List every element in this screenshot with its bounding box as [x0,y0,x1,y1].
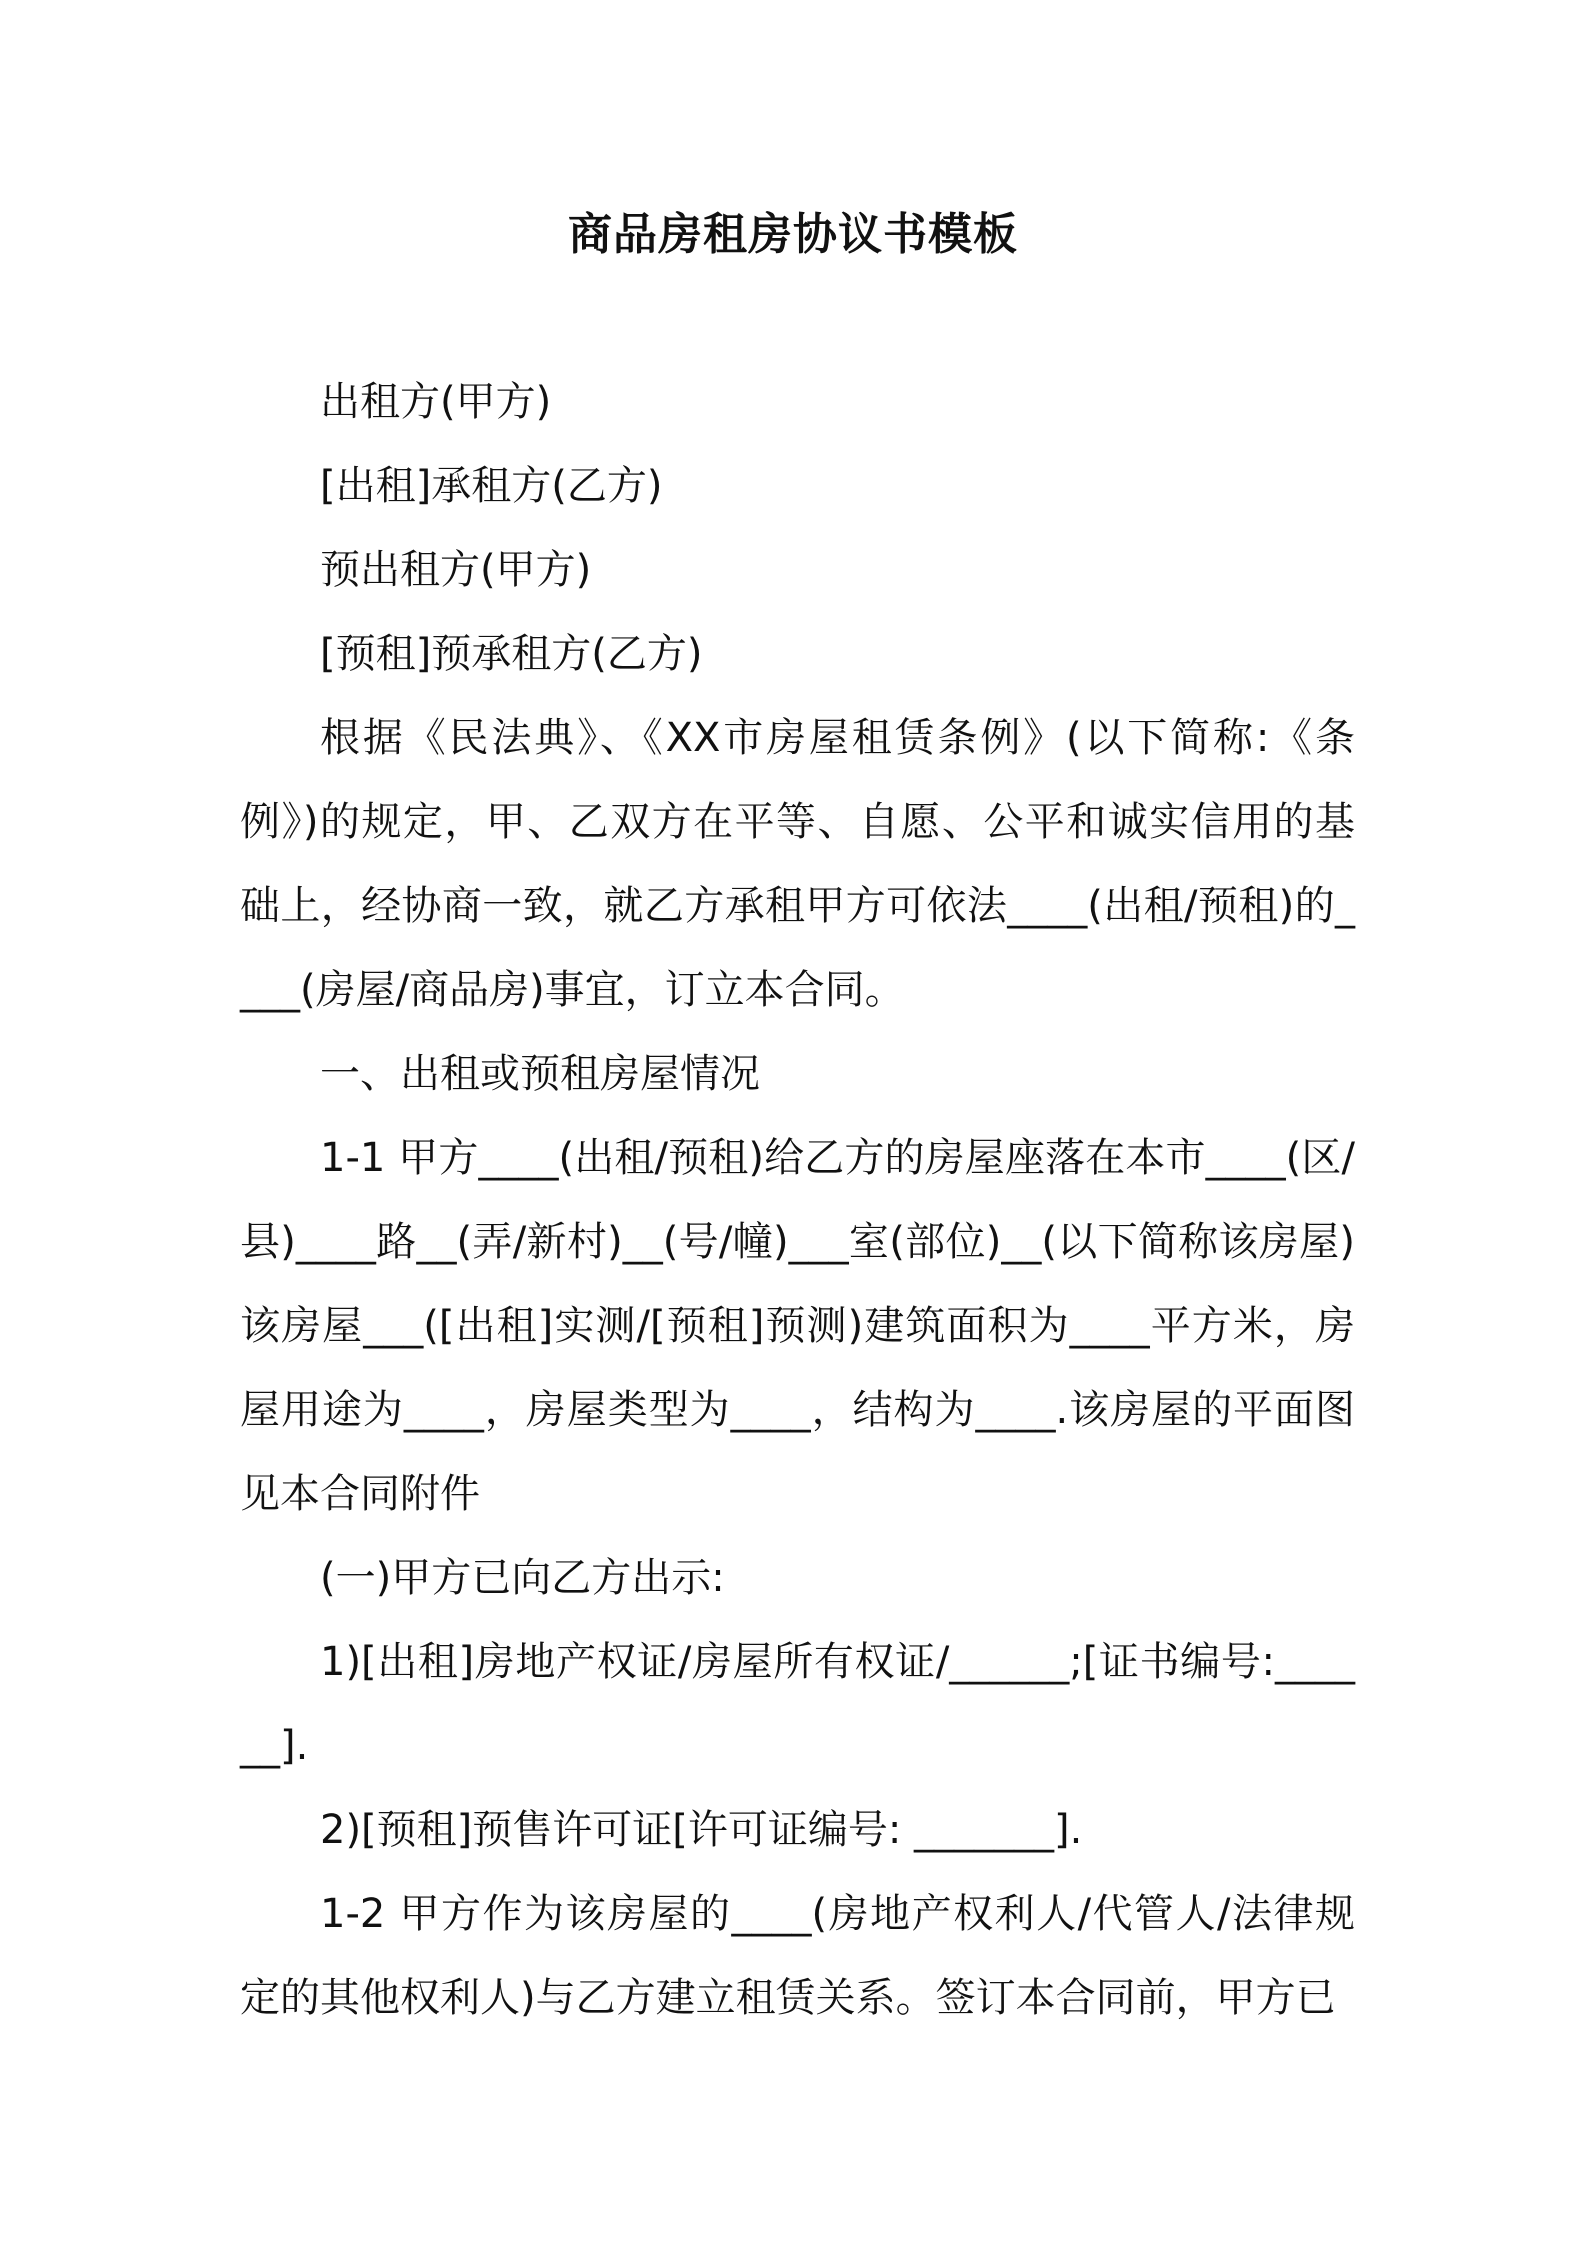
clause-1-2: 1-2 甲方作为该房屋的____(房地产权利人/代管人/法律规定的其他权利人)与乙方建立租赁关系。签订本合同前，甲方已 [240,1891,1355,2021]
clause-1-1-sub-1: (一)甲方已向乙方出示: [320,1555,725,1601]
section-heading-1: 一、出租或预租房屋情况 [320,1051,760,1097]
clause-1-1-item-1: 1)[出租]房地产权证/房屋所有权证/______;[证书编号:______]. [240,1639,1355,1769]
document-body [240,360,1355,2040]
paragraph-preamble: 根据《民法典》、《XX市房屋租赁条例》(以下简称:《条例》)的规定，甲、乙双方在平等、自愿、公平和诚实信用的基础上，经协商一致，就乙方承租甲方可依法____(出租/预租)的____(房屋/商品房)事宜，订立本合同。 [240,715,1355,1013]
paragraph-lessor: 出租方(甲方) [320,379,552,425]
paragraph-pre-lessor: 预出租方(甲方) [320,547,592,593]
paragraph-lessee: [出租]承租方(乙方) [320,463,663,509]
paragraph-pre-lessee: [预租]预承租方(乙方) [320,631,703,677]
clause-1-1-item-2: 2)[预租]预售许可证[许可证编号: _______]. [320,1807,1083,1853]
document-title: 商品房租房协议书模板 [568,209,1018,260]
clause-1-1: 1-1 甲方____(出租/预租)给乙方的房屋座落在本市____(区/县)____路__(弄/新村)__(号/幢)___室(部位)__(以下简称该房屋)该房屋___([出租]实测/[预租]预测)建筑面积为____平方米，房屋用途为____，房屋类型为____，结构为____.该房屋的平面图见本合同附件 [240,1135,1355,1517]
